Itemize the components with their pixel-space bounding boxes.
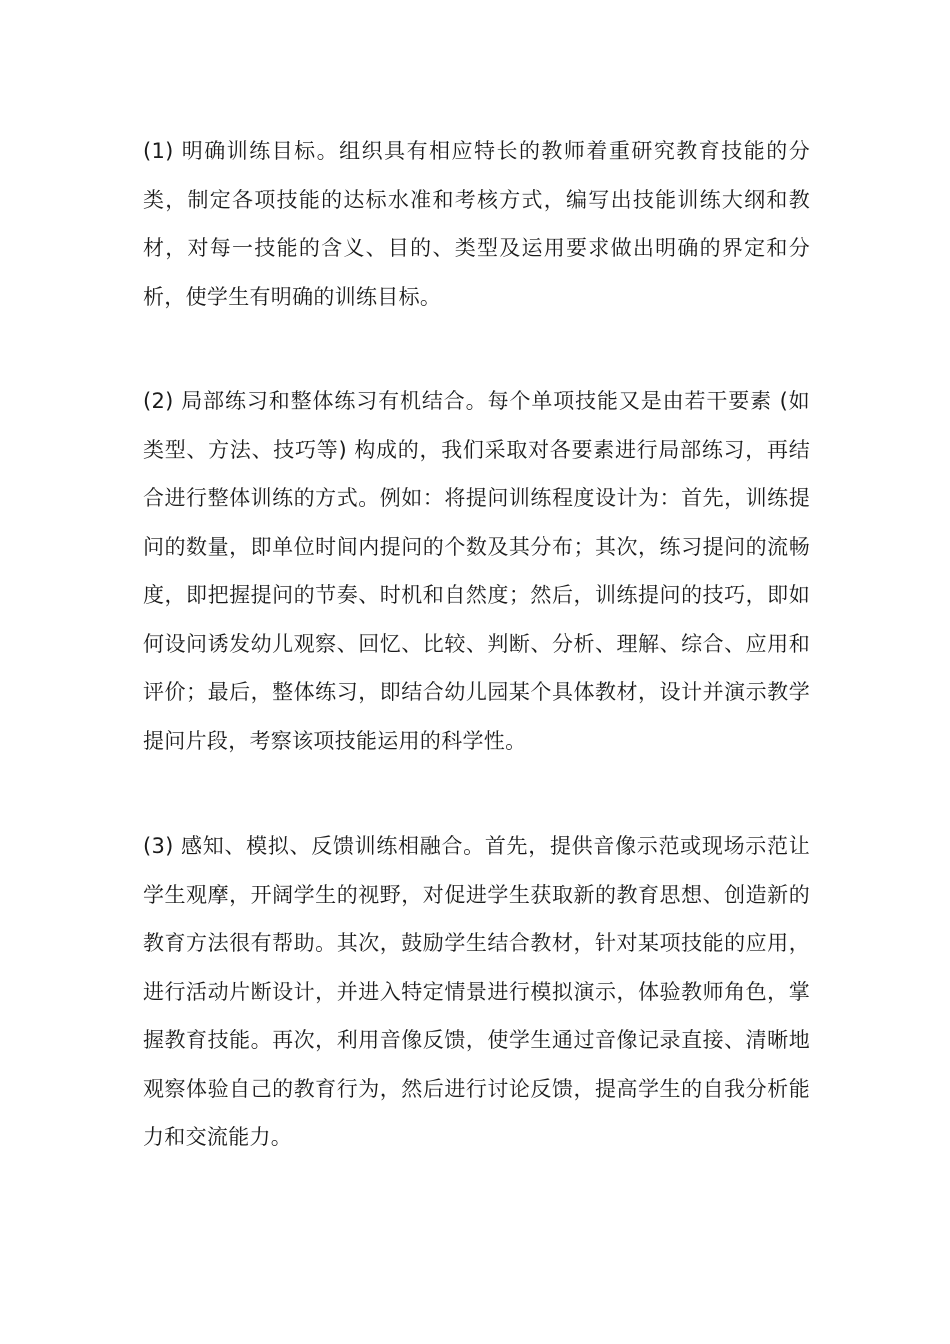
paragraph-training-goals: (1) 明确训练目标。组织具有相应特长的教师着重研究教育技能的分类，制定各项技能的达标水准和考核方式，编写出技能训练大纲和教材，对每一技能的含义、目的、类型及运用要求做出明确的界定和分析，使学生有明确的训练目标。 [143,139,810,309]
paragraph-partial-and-whole-practice: (2) 局部练习和整体练习有机结合。每个单项技能又是由若干要素 (如类型、方法、技巧等) 构成的，我们采取对各要素进行局部练习，再结合进行整体训练的方式。例如：将提问训练程度设计为：首先，训练提问的数量，即单位时间内提问的个数及其分布；其次，练习提问的流畅度，即把握提问的节奏、时机和自然度；然后，训练提问的技巧，即如何设问诱发幼儿观察、回忆、比较、判断、分析、理解、综合、应用和评价；最后，整体练习，即结合幼儿园某个具体教材，设计并演示教学提问片段，考察该项技能运用的科学性。 [143,389,810,753]
paragraph-perception-simulation-feedback: (3) 感知、模拟、反馈训练相融合。首先，提供音像示范或现场示范让学生观摩，开阔学生的视野，对促进学生获取新的教育思想、创造新的教育方法很有帮助。其次，鼓励学生结合教材，针对某项技能的应用，进行活动片断设计，并进入特定情景进行模拟演示，体验教师角色，掌握教育技能。再次，利用音像反馈，使学生通过音像记录直接、清晰地观察体验自己的教育行为，然后进行讨论反馈，提高学生的自我分析能力和交流能力。 [143,834,810,1149]
